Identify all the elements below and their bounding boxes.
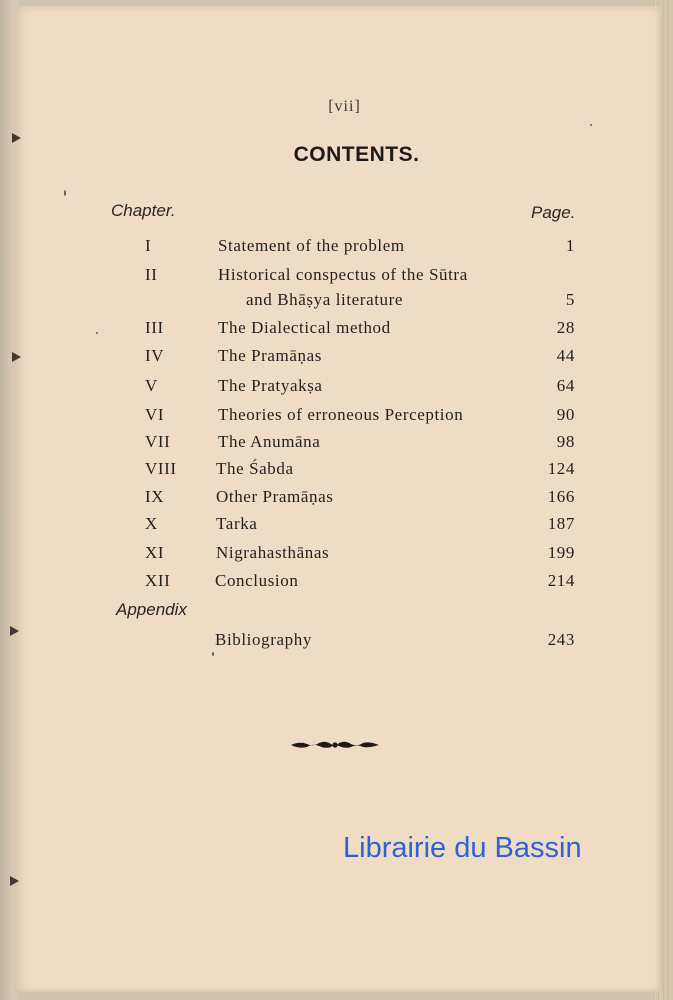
chapter-title: The Anumāna — [218, 432, 321, 451]
chapter-title: The Dialectical method — [218, 318, 391, 337]
toc-entry-continuation — [0, 290, 673, 314]
page-number: 90 — [556, 405, 575, 424]
chapter-number: XI — [145, 543, 165, 562]
toc-entry-appendix — [0, 630, 673, 654]
page-number: 1 — [565, 236, 575, 255]
page-number: 187 — [547, 514, 575, 533]
paper-speck — [212, 652, 214, 656]
paper-speck — [590, 124, 592, 126]
chapter-title-continued: and Bhāṣya literature — [246, 290, 404, 309]
toc-entry — [0, 432, 673, 456]
chapter-number: VI — [145, 405, 165, 424]
paper-speck — [64, 190, 66, 196]
toc-entry — [0, 318, 673, 342]
page-number: 5 — [565, 290, 575, 309]
paper-speck — [96, 332, 98, 334]
chapter-title: Nigrahasthānas — [216, 543, 330, 562]
binding-stitch-mark — [12, 133, 21, 143]
binding-stitch-mark — [10, 876, 19, 886]
chapter-title: The Pratyakṣa — [218, 376, 323, 395]
chapter-title: The Śabda — [216, 459, 294, 478]
chapter-number: XII — [145, 571, 171, 590]
page-title: CONTENTS. — [293, 143, 420, 166]
chapter-title: Other Pramāṇas — [216, 487, 334, 506]
page-number: 124 — [547, 459, 575, 478]
page-number: 44 — [556, 346, 575, 365]
page-number: 243 — [547, 630, 575, 649]
toc-entry — [0, 405, 673, 429]
chapter-title: Historical conspectus of the Sūtra — [218, 265, 468, 284]
chapter-title: The Pramāṇas — [218, 346, 322, 365]
chapter-number: III — [145, 318, 164, 337]
toc-entry — [0, 514, 673, 538]
page-number: 28 — [556, 318, 575, 337]
toc-entry — [0, 543, 673, 567]
chapter-title: Tarka — [216, 514, 258, 533]
chapter-number: VII — [145, 432, 171, 451]
toc-entry — [0, 459, 673, 483]
chapter-number: VIII — [145, 459, 177, 478]
chapter-number: V — [145, 376, 158, 395]
toc-entry — [0, 571, 673, 595]
chapter-number: IX — [145, 487, 165, 506]
page-number: 199 — [547, 543, 575, 562]
page-number: 64 — [556, 376, 575, 395]
chapter-column-header: Chapter. — [111, 201, 176, 220]
chapter-number: II — [145, 265, 158, 284]
chapter-title: Theories of erroneous Perception — [218, 405, 464, 424]
chapter-title: Conclusion — [215, 571, 299, 590]
chapter-number: I — [145, 236, 152, 255]
toc-entry — [0, 346, 673, 370]
chapter-title: Statement of the problem — [218, 236, 405, 255]
chapter-number: X — [145, 514, 158, 533]
toc-entry — [0, 376, 673, 400]
page-folio: [vii] — [328, 98, 361, 115]
decorative-ornament-icon — [291, 738, 379, 752]
page-number: 98 — [556, 432, 575, 451]
appendix-title: Bibliography — [215, 630, 312, 649]
appendix-label: Appendix — [116, 600, 187, 619]
toc-entry — [0, 265, 673, 289]
page-number: 214 — [547, 571, 575, 590]
page-column-header: Page. — [531, 203, 576, 222]
toc-entry — [0, 236, 673, 260]
toc-entry — [0, 487, 673, 511]
chapter-number: IV — [145, 346, 165, 365]
page-number: 166 — [547, 487, 575, 506]
bookseller-watermark: Librairie du Bassin — [343, 832, 582, 864]
